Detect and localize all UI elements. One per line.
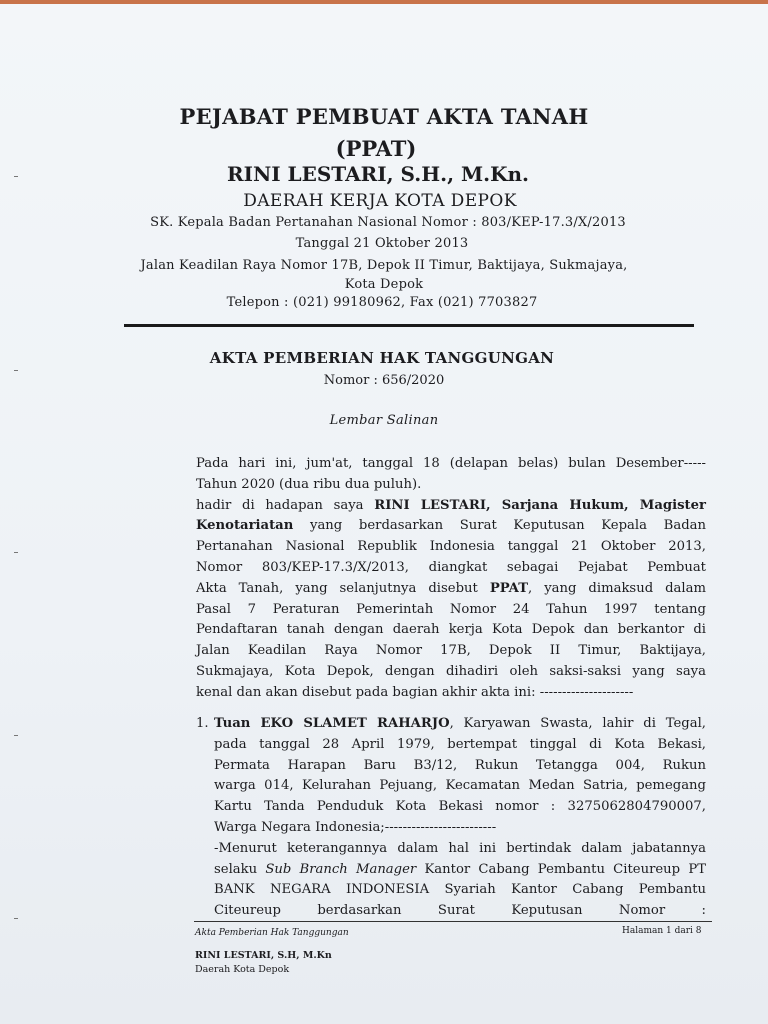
party-line: Warga Negara Indonesia;------------------------- xyxy=(214,819,497,835)
decree-line: SK. Kepala Badan Pertanahan Nasional Nomor : 803/KEP-17.3/X/2013 xyxy=(150,215,626,230)
office-address: Jalan Keadilan Raya Nomor 17B, Depok II Timur, Baktijaya, Sukmajaya, xyxy=(140,258,628,273)
job-title: Sub Branch Manager xyxy=(265,861,417,877)
footer-signatory: RINI LESTARI, S.H, M.Kn xyxy=(195,950,332,961)
body-line: Akta Tanah, yang selanjutnya disebut PPAT, yang dimaksud dalam xyxy=(196,580,707,596)
footer-area: Daerah Kota Depok xyxy=(195,964,290,975)
decree-date: Tanggal 21 Oktober 2013 xyxy=(295,236,469,251)
party-line: Tuan EKO SLAMET RAHARJO, Karyawan Swasta, lahir di Tegal, xyxy=(214,716,706,731)
footer-document-name: Akta Pemberian Hak Tanggungan xyxy=(195,928,349,938)
deed-number: Nomor : 656/2020 xyxy=(323,373,445,388)
body-line: Tahun 2020 (dua ribu dua puluh). xyxy=(196,476,422,492)
party-details xyxy=(214,714,706,922)
body-line: hadir di hadapan saya RINI LESTARI, Sarjana Hukum, Magister xyxy=(196,497,706,513)
notary-name: RINI LESTARI, Sarjana Hukum, Magister xyxy=(374,497,706,513)
body-line: Pasal 7 Peraturan Pemerintah Nomor 24 Tahun 1997 tentang xyxy=(196,601,706,617)
party-line: warga 014, Kelurahan Pejuang, Kecamatan Medan Satria, pemegang xyxy=(214,778,706,794)
notary-degree: Kenotariatan xyxy=(196,518,294,534)
body-line: kenal dan akan disebut pada bagian akhir akta ini: --------------------- xyxy=(196,684,634,700)
copy-label: Lembar Salinan xyxy=(329,413,439,428)
body-line: Pendaftaran tanah dengan daerah kerja Kota Depok dan berkantor di xyxy=(196,622,706,638)
office-city: Kota Depok xyxy=(344,277,424,292)
party-line: selaku Sub Branch Manager Kantor Cabang Pembantu Citeureup PT xyxy=(214,861,706,877)
body-line: Kenotariatan yang berdasarkan Surat Keputusan Kepala Badan xyxy=(196,518,706,534)
margin-mark xyxy=(14,370,18,371)
party-line: -Menurut keterangannya dalam hal ini bertindak dalam jabatannya xyxy=(214,840,706,856)
party-number: 1. xyxy=(196,716,209,731)
footer-page-number: Halaman 1 dari 8 xyxy=(622,926,702,936)
opening-paragraph xyxy=(196,454,706,704)
office-phone: Telepon : (021) 99180962, Fax (021) 7703827 xyxy=(226,295,538,310)
office-subtitle: (PPAT) xyxy=(335,136,417,161)
margin-mark xyxy=(14,552,18,553)
party-line: Kartu Tanda Penduduk Kota Bekasi nomor : 3275062804790007, xyxy=(214,799,706,815)
margin-mark xyxy=(14,735,18,736)
party-name: Tuan EKO SLAMET RAHARJO xyxy=(214,716,450,731)
header-divider xyxy=(124,324,694,327)
party-line: pada tanggal 28 April 1979, bertempat tinggal di Kota Bekasi, xyxy=(214,736,706,752)
deed-title: AKTA PEMBERIAN HAK TANGGUNGAN xyxy=(209,349,555,367)
document-page xyxy=(0,4,768,1024)
footer-divider xyxy=(194,921,712,922)
party-line: BANK NEGARA INDONESIA Syariah Kantor Cabang Pembantu xyxy=(214,882,706,898)
body-line: Pada hari ini, jum'at, tanggal 18 (delapan belas) bulan Desember----- xyxy=(196,456,706,471)
margin-mark xyxy=(14,918,18,919)
party-line: Permata Harapan Baru B3/12, Rukun Tetangga 004, Rukun xyxy=(214,757,706,773)
body-line: Nomor 803/KEP-17.3/X/2013, diangkat sebagai Pejabat Pembuat xyxy=(196,559,706,575)
body-line: Jalan Keadilan Raya Nomor 17B, Depok II Timur, Baktijaya, xyxy=(196,643,706,659)
work-area: DAERAH KERJA KOTA DEPOK xyxy=(243,191,517,211)
office-title: PEJABAT PEMBUAT AKTA TANAH xyxy=(179,104,589,129)
ppat-term: PPAT xyxy=(489,580,529,596)
body-line: Sukmajaya, Kota Depok, dengan dihadiri oleh saksi-saksi yang saya xyxy=(196,663,706,679)
body-line: Pertanahan Nasional Republik Indonesia tanggal 21 Oktober 2013, xyxy=(196,539,706,555)
margin-mark xyxy=(14,176,18,177)
official-name: RINI LESTARI, S.H., M.Kn. xyxy=(226,162,529,186)
party-line: Citeureup berdasarkan Surat Keputusan Nomor : xyxy=(214,903,706,919)
